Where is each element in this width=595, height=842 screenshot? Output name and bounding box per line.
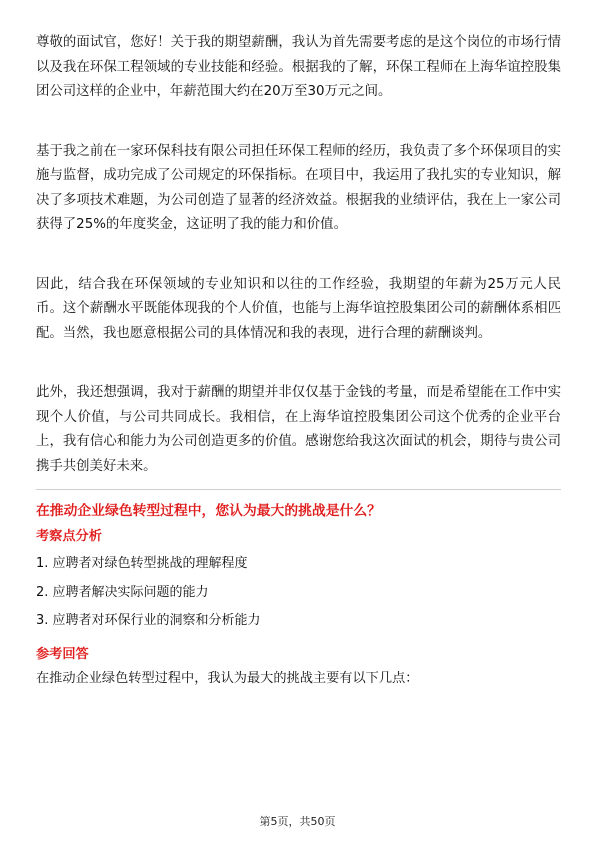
reference-answer-heading: 参考回答 xyxy=(36,646,89,662)
interview-question: 在推动企业绿色转型过程中，您认为最大的挑战是什么？ xyxy=(36,503,381,519)
analysis-point: 3. 应聘者对环保行业的洞察和分析能力 xyxy=(36,613,261,628)
analysis-point: 1. 应聘者对绿色转型挑战的理解程度 xyxy=(36,556,248,571)
answer-paragraph-2: 基于我之前在一家环保科技有限公司担任环保工程师的经历，我负责了多个环保项目的实施与监督，成功完成了公司规定的环保指标。在项目中，我运用了我扎实的专业知识，解决了多项技术难题，为公司创造了显著的经济效益。根据我的业绩评估，我在上一家公司获得了25%的年度奖金，这证明了我的能力和价值。 xyxy=(36,143,561,232)
analysis-heading: 考察点分析 xyxy=(36,529,102,544)
analysis-points-list xyxy=(36,550,561,636)
page-content xyxy=(36,31,561,690)
page-number-footer: 第5页，共50页 xyxy=(259,815,336,828)
answer-paragraph-3: 因此，结合我在环保领域的专业知识和以往的工作经验，我期望的年薪为25万元人民币。这个薪酬水平既能体现我的个人价值，也能与上海华谊控股集团公司的薪酬体系相匹配。当然，我也愿意根据公司的具体情况和我的表现，进行合理的薪酬谈判。 xyxy=(36,276,561,341)
answer-paragraph-4: 此外，我还想强调，我对于薪酬的期望并非仅仅基于金钱的考量，而是希望能在工作中实现个人价值，与公司共同成长。我相信，在上海华谊控股集团公司这个优秀的企业平台上，我有信心和能力为公司创造更多的价值。感谢您给我这次面试的机会，期待与贵公司携手共创美好未来。 xyxy=(36,385,561,474)
analysis-point: 2. 应聘者解决实际问题的能力 xyxy=(36,584,209,600)
section-divider xyxy=(36,489,561,490)
reference-answer-intro: 在推动企业绿色转型过程中，我认为最大的挑战主要有以下几点： xyxy=(36,670,419,686)
answer-paragraph-1: 尊敬的面试官，您好！关于我的期望薪酬，我认为首先需要考虑的是这个岗位的市场行情以及我在环保工程领域的专业技能和经验。根据我的了解，环保工程师在上海华谊控股集团公司这样的企业中，年薪范围大约在20万至30万元之间。 xyxy=(36,35,561,99)
